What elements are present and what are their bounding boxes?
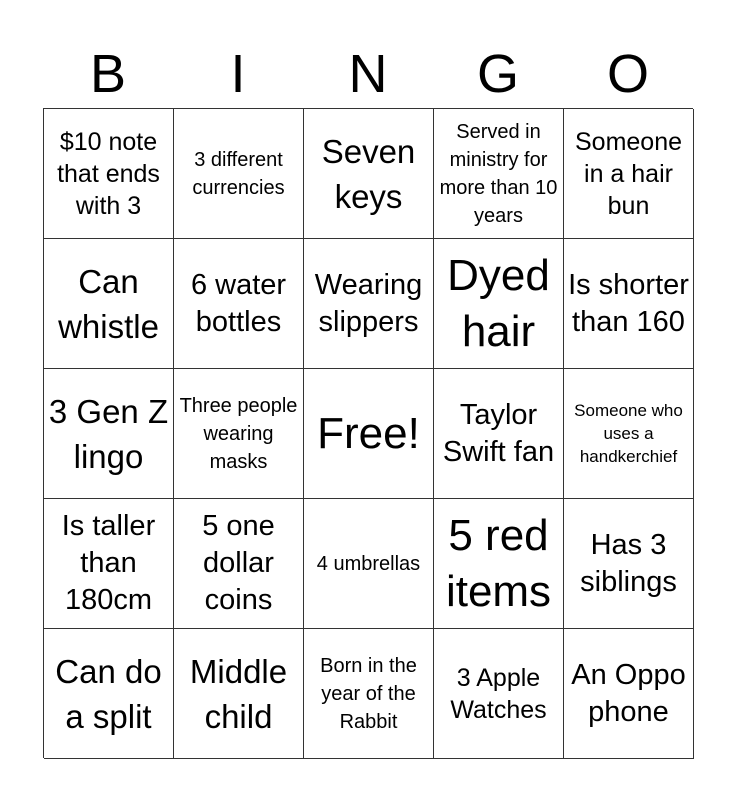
bingo-cell[interactable] xyxy=(44,109,174,239)
bingo-cell[interactable] xyxy=(434,369,564,499)
cell-label: Has 3 siblings xyxy=(580,528,677,598)
header-letter-n: N xyxy=(348,44,388,104)
bingo-cell[interactable] xyxy=(44,629,174,759)
bingo-cell[interactable] xyxy=(44,499,174,629)
cell-label: Born in the year of the Rabbit xyxy=(320,654,417,733)
bingo-cell[interactable] xyxy=(434,239,564,369)
cell-label: Seven keys xyxy=(321,132,416,215)
bingo-cell[interactable] xyxy=(174,109,304,239)
bingo-cell[interactable] xyxy=(304,629,434,759)
bingo-cell[interactable] xyxy=(174,499,304,629)
cell-label: 5 one dollar coins xyxy=(202,510,275,616)
cell-label: Is shorter than 160 xyxy=(568,268,689,338)
header-letter-i: I xyxy=(230,44,246,104)
cell-label: 4 umbrellas xyxy=(316,552,421,575)
cell-label: Someone in a hair bun xyxy=(574,127,683,220)
bingo-cell[interactable] xyxy=(564,629,694,759)
bingo-cell[interactable] xyxy=(304,109,434,239)
free-space-label: Free! xyxy=(317,408,420,458)
bingo-cell[interactable] xyxy=(174,239,304,369)
bingo-cell[interactable] xyxy=(434,499,564,629)
cell-label: 6 water bottles xyxy=(190,268,287,338)
bingo-cell[interactable] xyxy=(564,369,694,499)
cell-label: An Oppo phone xyxy=(571,658,686,728)
cell-label: 3 Apple Watches xyxy=(450,663,547,724)
cell-label: Middle child xyxy=(189,652,288,735)
header-letter-b: B xyxy=(89,44,127,104)
bingo-cell[interactable] xyxy=(564,499,694,629)
free-space[interactable] xyxy=(304,369,434,499)
cell-label: 3 different currencies xyxy=(192,148,285,199)
cell-label: 5 red items xyxy=(445,510,552,616)
bingo-cell[interactable] xyxy=(434,109,564,239)
bingo-cell[interactable] xyxy=(174,369,304,499)
bingo-cell[interactable] xyxy=(564,109,694,239)
bingo-cell[interactable] xyxy=(434,629,564,759)
bingo-cell[interactable] xyxy=(304,239,434,369)
cell-label: Taylor Swift fan xyxy=(442,398,555,468)
cell-label: Someone who uses a handkerchief xyxy=(574,401,683,466)
cell-label: Three people wearing masks xyxy=(179,394,298,473)
cell-label: Can do a split xyxy=(55,652,162,735)
bingo-cell[interactable] xyxy=(304,499,434,629)
cell-label: $10 note that ends with 3 xyxy=(57,127,160,220)
cell-label: Can whistle xyxy=(58,262,159,345)
cell-label: Wearing slippers xyxy=(314,268,423,338)
cell-label: Is taller than 180cm xyxy=(61,510,156,616)
cell-label: Served in ministry for more than 10 years xyxy=(439,120,558,227)
bingo-header xyxy=(43,40,693,108)
cell-label: Dyed hair xyxy=(447,250,550,356)
bingo-cell[interactable] xyxy=(174,629,304,759)
header-letter-g: G xyxy=(476,44,519,104)
bingo-cell[interactable] xyxy=(44,369,174,499)
bingo-board xyxy=(43,108,693,758)
header-letter-o: O xyxy=(606,44,649,104)
bingo-cell[interactable] xyxy=(44,239,174,369)
bingo-cell[interactable] xyxy=(564,239,694,369)
cell-label: 3 Gen Z lingo xyxy=(48,392,169,475)
